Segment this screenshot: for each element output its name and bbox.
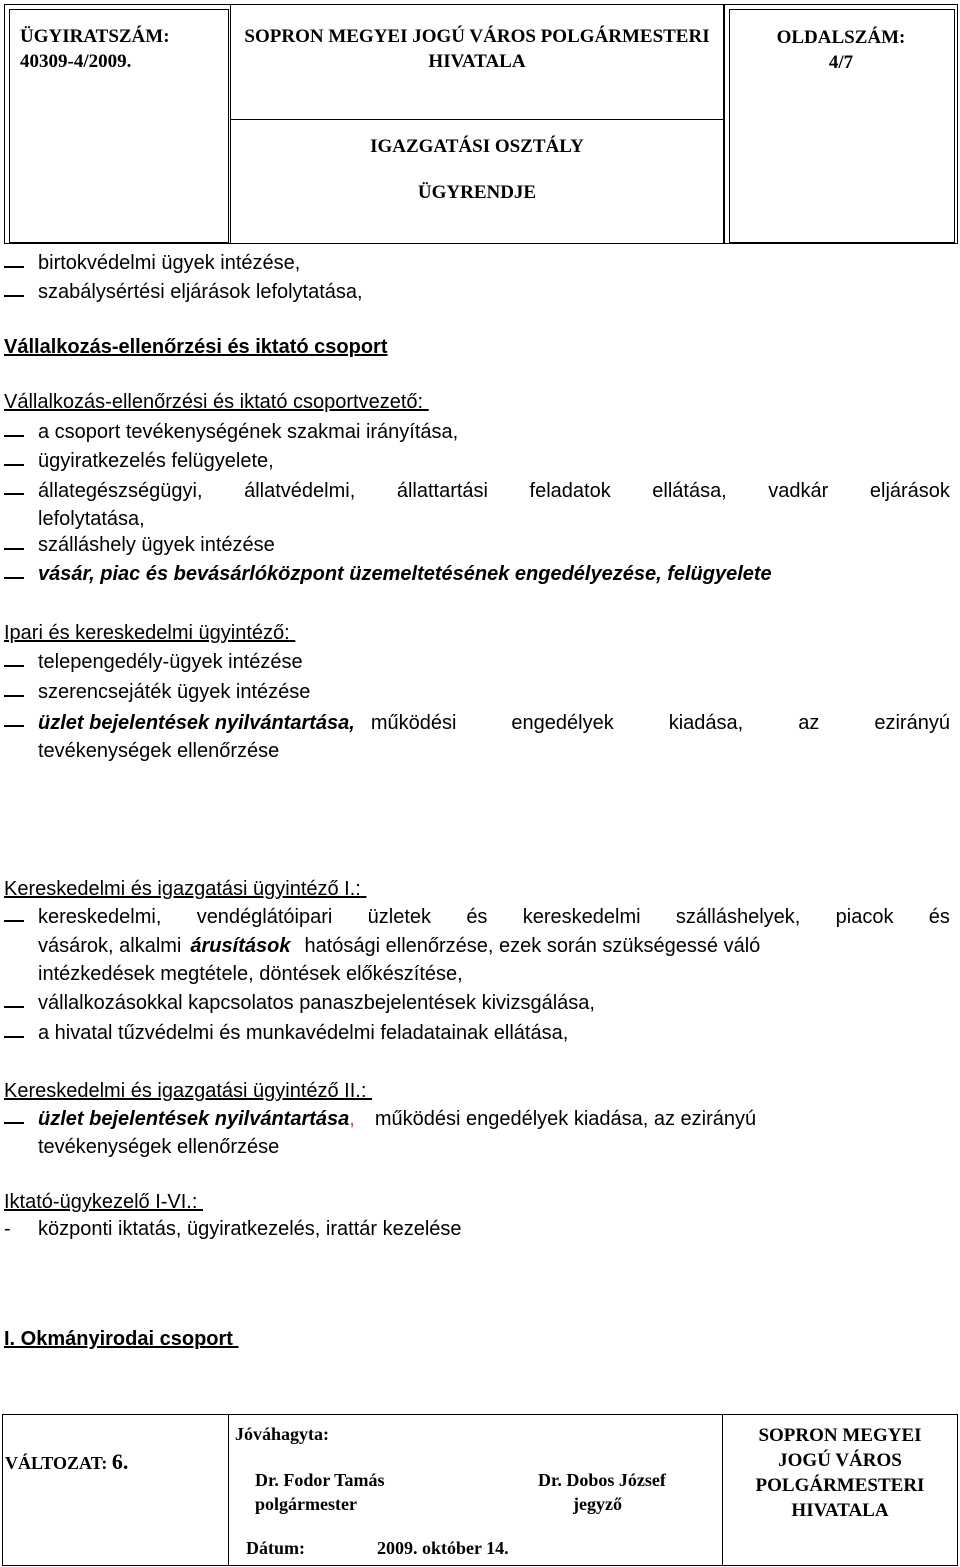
list-item: vásár, piac és bevásárlóközpont üzemeltetésének engedélyezése, felügyelete — [38, 563, 772, 585]
list-item-continuation: tevékenységek ellenőrzése — [38, 1136, 280, 1158]
dash-bullet — [4, 725, 24, 727]
organization-name-line2: HIVATALA — [428, 51, 526, 72]
approved-label: Jóváhagyta: — [235, 1424, 329, 1444]
dash-bullet — [4, 695, 24, 697]
organization-name-line1: SOPRON MEGYEI JOGÚ VÁROS POLGÁRMESTERI — [244, 26, 710, 47]
dash-bullet — [4, 1036, 24, 1038]
list-item: a csoport tevékenységének szakmai irányítása, — [38, 421, 459, 443]
dash-bullet — [4, 548, 24, 550]
version-cell — [3, 1415, 229, 1565]
footer-org-line3: POLGÁRMESTERI — [755, 1475, 925, 1496]
list-item: szerencsejáték ügyek intézése — [38, 681, 311, 703]
page-number-label: OLDALSZÁM: — [776, 27, 906, 48]
footer-org-line4: HIVATALA — [791, 1500, 889, 1521]
mayor-title: polgármester — [255, 1494, 357, 1514]
list-item-continuation: lefolytatása, — [38, 508, 145, 530]
dash-bullet — [4, 920, 24, 922]
case-number-label: ÜGYIRATSZÁM: — [20, 26, 170, 47]
list-item: központi iktatás, ügyiratkezelés, irattár kezelése — [38, 1218, 462, 1240]
list-item: szálláshely ügyek intézése — [38, 534, 275, 556]
list-item: vállalkozásokkal kapcsolatos panaszbejelentések kivizsgálása, — [38, 992, 595, 1014]
date-value: 2009. október 14. — [377, 1538, 509, 1558]
dash-bullet — [4, 266, 24, 268]
dash-bullet — [4, 464, 24, 466]
document-footer — [2, 1414, 958, 1566]
section-title: I. Okmányirodai csoport — [4, 1328, 233, 1350]
version: VÁLTOZAT: 6. — [5, 1449, 129, 1474]
dash-bullet — [4, 295, 24, 297]
list-item: állategészségügyi, állatvédelmi, állattartási feladatok ellátása, vadkár eljárások — [38, 480, 950, 502]
footer-org-line2: JOGÚ VÁROS — [778, 1450, 902, 1471]
list-item: a hivatal tűzvédelmi és munkavédelmi feladatainak ellátása, — [38, 1022, 569, 1044]
mayor-name: Dr. Fodor Tamás — [255, 1470, 385, 1490]
list-item: üzlet bejelentések nyilvántartása, működési engedélyek kiadása, az ezirányú — [38, 712, 950, 734]
dash-bullet — [4, 493, 24, 495]
dash-bullet — [4, 435, 24, 437]
role-heading-commercial-2: Kereskedelmi és igazgatási ügyintéző II.: — [4, 1080, 367, 1102]
date-label: Dátum: — [246, 1538, 305, 1558]
document-type: ÜGYRENDJE — [417, 182, 537, 203]
footer-org-line1: SOPRON MEGYEI — [758, 1425, 922, 1446]
notary-title: jegyző — [573, 1494, 622, 1514]
role-heading-commercial-1: Kereskedelmi és igazgatási ügyintéző I.: — [4, 878, 361, 900]
page-number-value: 4/7 — [828, 52, 854, 73]
list-item-continuation: intézkedések megtétele, döntések előkészítése, — [38, 963, 463, 985]
list-item: szabálysértési eljárások lefolytatása, — [38, 281, 363, 303]
role-heading-registry: Iktató-ügykezelő I-VI.: — [4, 1191, 198, 1213]
dash-bullet — [4, 665, 24, 667]
list-item: ügyiratkezelés felügyelete, — [38, 450, 274, 472]
list-item-continuation: tevékenységek ellenőrzése — [38, 740, 280, 762]
case-number-value: 40309-4/2009. — [20, 51, 132, 72]
dash-bullet — [4, 1122, 24, 1124]
section-title: Vállalkozás-ellenőrzési és iktató csoport — [4, 336, 388, 358]
list-item: üzlet bejelentések nyilvántartása , működési engedélyek kiadása, az ezirányú — [38, 1108, 757, 1130]
document-header — [4, 4, 958, 244]
dash-bullet — [4, 577, 24, 579]
list-item: kereskedelmi, vendéglátóipari üzletek és kereskedelmi szálláshelyek, piacok és vásárok, alkalmi árusítások hatósági ellenőrzése, ezek során szükségessé váló — [38, 906, 950, 957]
dash-bullet — [4, 1006, 24, 1008]
role-heading-industrial: Ipari és kereskedelmi ügyintéző: — [4, 622, 290, 644]
list-item: telepengedély-ügyek intézése — [38, 651, 303, 673]
notary-name: Dr. Dobos József — [538, 1470, 666, 1490]
role-heading-lead: Vállalkozás-ellenőrzési és iktató csoportvezető: — [4, 391, 424, 413]
list-item: birtokvédelmi ügyek intézése, — [38, 252, 301, 274]
hyphen-bullet: - — [4, 1218, 11, 1240]
department-name: IGAZGATÁSI OSZTÁLY — [370, 136, 584, 157]
